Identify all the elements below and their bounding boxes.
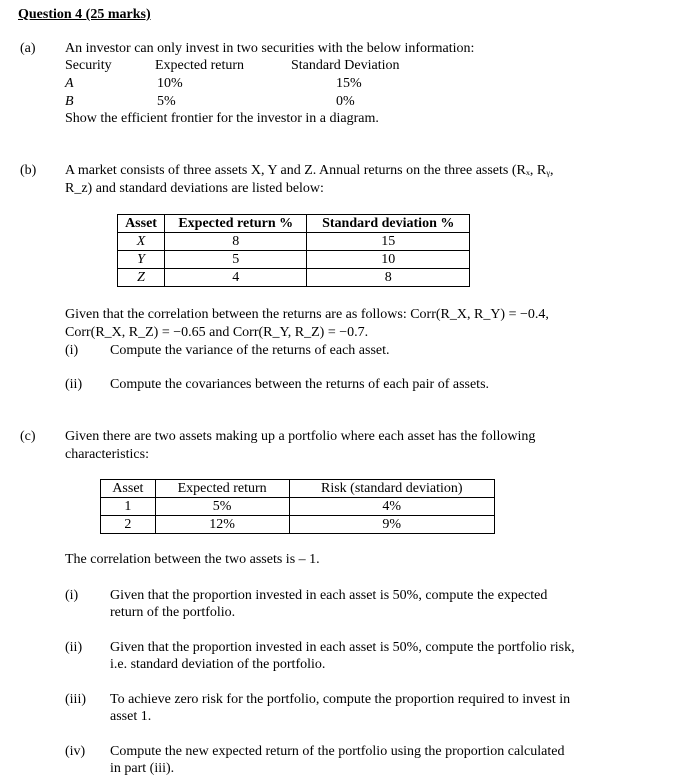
- part-c-iii-text2: asset 1.: [110, 709, 152, 724]
- part-a-header-sd: Standard Deviation: [291, 58, 400, 73]
- table-header: Expected return %: [165, 215, 307, 233]
- part-c-ii-text1: Given that the proportion invested in each asset is 50%, compute the portfolio risk,: [110, 640, 575, 655]
- table-cell: 2: [101, 516, 156, 534]
- part-b-label: (b): [20, 163, 37, 178]
- part-c-iv-label: (iv): [65, 744, 86, 759]
- part-c-table: [100, 479, 495, 534]
- part-c-i-text1: Given that the proportion invested in each asset is 50%, compute the expected: [110, 588, 548, 603]
- part-a-row-a-name: A: [65, 76, 74, 91]
- table-cell: 8: [307, 269, 470, 287]
- part-c-iv-text1: Compute the new expected return of the portfolio using the proportion calculated: [110, 744, 565, 759]
- part-c-iii-text1: To achieve zero risk for the portfolio, compute the proportion required to invest in: [110, 692, 571, 707]
- table-row: [101, 516, 495, 534]
- table-cell: 15: [307, 233, 470, 251]
- table-header: Expected return: [155, 480, 289, 498]
- table-cell: Z: [118, 269, 165, 287]
- part-b-i-label: (i): [65, 343, 79, 358]
- part-b-line2: R_z) and standard deviations are listed below:: [65, 181, 324, 196]
- part-a-line2: Show the efficient frontier for the investor in a diagram.: [65, 111, 379, 126]
- table-cell: 9%: [289, 516, 494, 534]
- table-cell: 5: [165, 251, 307, 269]
- part-b-i-text: Compute the variance of the returns of each asset.: [110, 343, 390, 358]
- part-c-iii-label: (iii): [65, 692, 86, 707]
- part-c-corr: The correlation between the two assets is – 1.: [65, 552, 320, 567]
- part-b-corr-line1: Given that the correlation between the returns are as follows: Corr(R_X, R_Y) = −0.4,: [65, 307, 549, 322]
- part-a-row-b-return: 5%: [157, 94, 176, 109]
- table-cell: 4%: [289, 498, 494, 516]
- table-cell: 10: [307, 251, 470, 269]
- part-a-row-b-name: B: [65, 94, 74, 109]
- table-row: [118, 251, 470, 269]
- part-c-line1: Given there are two assets making up a portfolio where each asset has the following: [65, 429, 536, 444]
- table-header: Asset: [101, 480, 156, 498]
- table-row: [118, 269, 470, 287]
- table-row: [101, 498, 495, 516]
- part-b-line1: A market consists of three assets X, Y and Z. Annual returns on the three assets (Rₓ, Rᵧ,: [65, 163, 554, 178]
- part-a-row-b-sd: 0%: [336, 94, 355, 109]
- part-c-line2: characteristics:: [65, 447, 149, 462]
- table-cell: 1: [101, 498, 156, 516]
- table-header: Standard deviation %: [307, 215, 470, 233]
- part-c-ii-label: (ii): [65, 640, 83, 655]
- part-a-line1: An investor can only invest in two securities with the below information:: [65, 41, 475, 56]
- part-c-ii-text2: i.e. standard deviation of the portfolio.: [110, 657, 326, 672]
- part-a-header-security: Security: [65, 58, 112, 73]
- table-cell: 8: [165, 233, 307, 251]
- table-cell: Y: [118, 251, 165, 269]
- part-b-ii-label: (ii): [65, 377, 83, 392]
- table-header: Asset: [118, 215, 165, 233]
- part-a-row-a-sd: 15%: [336, 76, 362, 91]
- part-c-i-text2: return of the portfolio.: [110, 605, 236, 620]
- table-cell: 4: [165, 269, 307, 287]
- part-b-ii-text: Compute the covariances between the returns of each pair of assets.: [110, 377, 490, 392]
- table-row: [118, 233, 470, 251]
- table-cell: 12%: [155, 516, 289, 534]
- part-c-iv-text2: in part (iii).: [110, 761, 175, 776]
- part-c-label: (c): [20, 429, 36, 444]
- table-cell: 5%: [155, 498, 289, 516]
- part-c-i-label: (i): [65, 588, 79, 603]
- part-b-corr-line2: Corr(R_X, R_Z) = −0.65 and Corr(R_Y, R_Z) = −0.7.: [65, 325, 369, 340]
- table-header: Risk (standard deviation): [289, 480, 494, 498]
- question-title: Question 4 (25 marks): [18, 7, 151, 22]
- part-b-table: [117, 214, 470, 287]
- part-a-header-return: Expected return: [155, 58, 245, 73]
- table-cell: X: [118, 233, 165, 251]
- part-a-row-a-return: 10%: [157, 76, 183, 91]
- part-a-label: (a): [20, 41, 36, 56]
